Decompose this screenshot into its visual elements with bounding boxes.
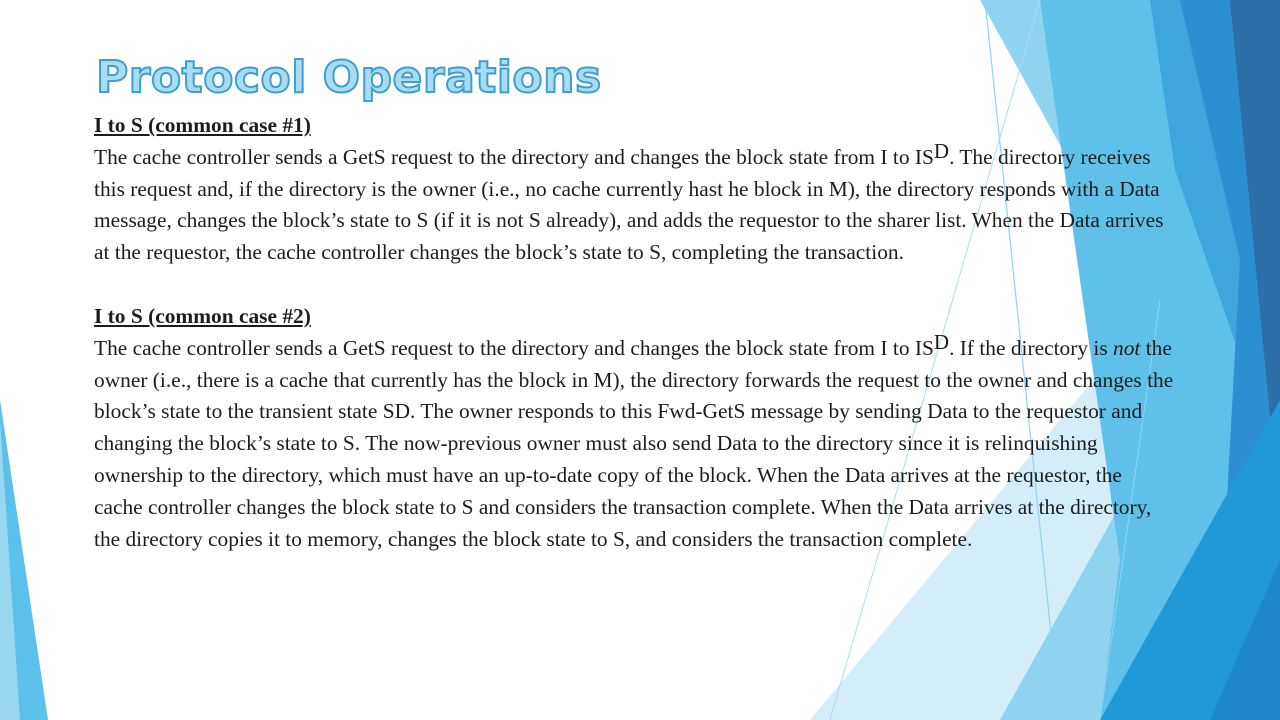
slide-body — [94, 110, 1174, 555]
section-paragraph-1 — [94, 138, 1174, 269]
paragraph-1-part-2: . The directory receives this request and, if the directory is the owner (i.e., no cache currently hast he block in M), the directory responds with a Data message, changes the block’s state to S (if it is not S already), and adds the requestor to the sharer list. When the Data arrives at the requestor, the cache controller changes the block’s state to S, completing the transaction. — [94, 144, 1164, 265]
section-heading-1: I to S (common case #1) — [94, 113, 311, 137]
section-spacer — [94, 269, 1174, 301]
slide-title: Protocol Operations — [96, 52, 602, 103]
paragraph-2-emphasis: not — [1113, 335, 1141, 360]
paragraph-2-part-1: The cache controller sends a GetS request to the directory and changes the block state from I to IS — [94, 335, 934, 360]
paragraph-2-part-3: the owner (i.e., there is a cache that currently has the block in M), the directory forwards the request to the owner and changes the block’s state to the transient state SD. The owner responds to this Fwd-GetS message by sending Data to the requestor and changing the block’s state to S. The now-previous owner must also send Data to the directory since it is relinquishing ownership to the directory, which must have an up-to-date copy of the block. When the Data arrives at the requestor, the cache controller changes the block state to S and considers the transaction complete. When the Data arrives at the directory, the directory copies it to memory, changes the block state to S, and considers the transaction complete. — [94, 335, 1174, 551]
paragraph-2-superscript: D — [933, 329, 950, 354]
paragraph-1-superscript: D — [933, 138, 950, 163]
paragraph-2-part-2: . If the directory is — [949, 335, 1114, 360]
paragraph-1-part-1: The cache controller sends a GetS request to the directory and changes the block state from I to IS — [94, 144, 934, 169]
section-paragraph-2 — [94, 329, 1174, 556]
section-heading-2: I to S (common case #2) — [94, 303, 311, 328]
